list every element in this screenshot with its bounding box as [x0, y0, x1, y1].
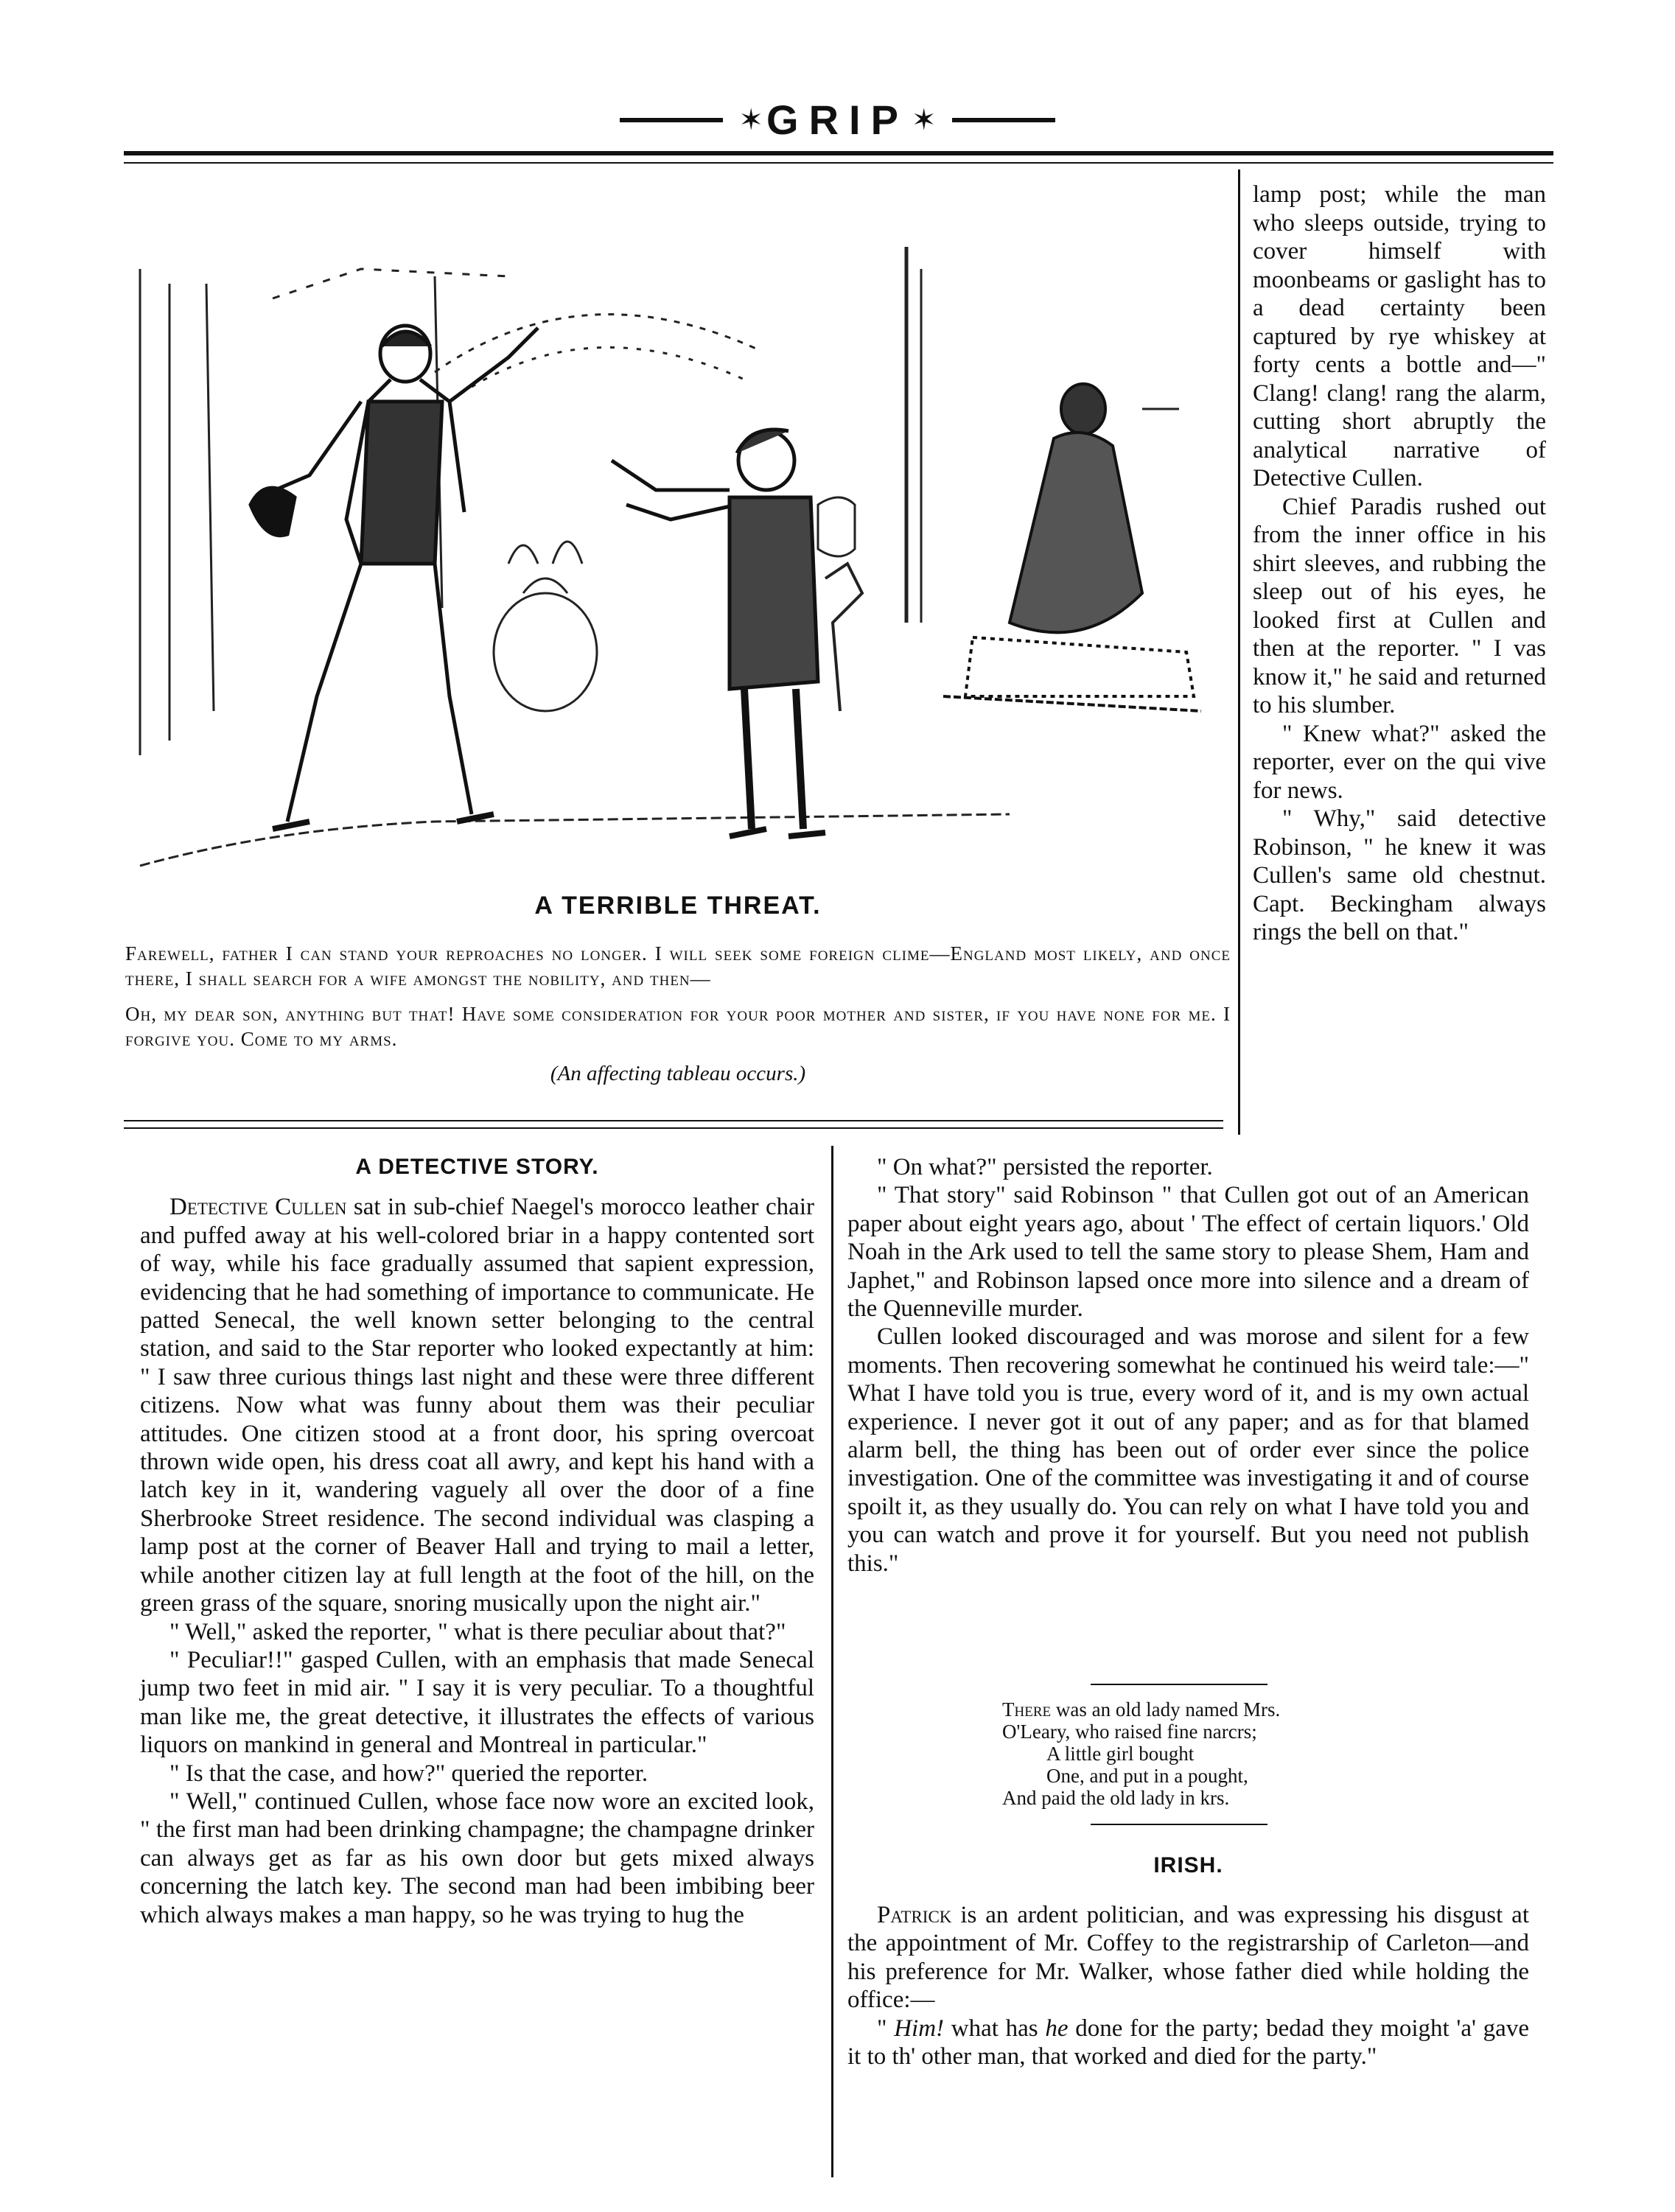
paragraph-body: is an ardent politician, and was expressing his disgust at the appointment of Mr. Coffey to the registrarship of Carleton—and his preference for Mr. Walker, whose father died while holding the office:— [847, 1902, 1529, 2014]
detective-story-continued [847, 1153, 1529, 1578]
caption-father-speech: Oh, my dear son, anything but that! Have some consideration for your poor mother and sister, if you have none for me. I forgive you. Come to my arms. [125, 1003, 1231, 1050]
column-divider [831, 1146, 833, 2177]
masthead-dash-right [952, 118, 1055, 122]
column-divider [1238, 169, 1240, 1135]
cartoon-caption [125, 892, 1231, 1086]
paragraph: Chief Paradis rushed out from the inner office in his shirt sleeves, and rubbing the sleep out of his eyes, he looked first at Cullen and then at the reporter. " I vas know it," he said and returned to his slumber. [1253, 493, 1546, 718]
lead-in: Detective Cullen [169, 1194, 347, 1221]
masthead-dash-left [620, 118, 723, 122]
limerick-line-text: was an old lady named Mrs. [1051, 1698, 1281, 1721]
masthead-title: GRIP [766, 97, 909, 143]
paragraph: lamp post; while the man who sleeps outside, trying to cover himself with moonbeams or gaslight has to a dead certainty been captured by rye whiskey at forty cents a bottle and—" Clang! clang! rang the alarm, cutting short abruptly the analytical narrative of Detective Cullen. [1253, 181, 1546, 491]
paragraph: " Well," asked the reporter, " what is there peculiar about that?" [169, 1618, 786, 1645]
article-heading: IRISH. [1153, 1853, 1223, 1877]
star-ornament-icon: ✶ [738, 103, 764, 136]
paragraph: " Is that the case, and how?" queried the reporter. [169, 1760, 648, 1787]
cartoon-illustration [125, 181, 1209, 873]
paragraph: " Peculiar!!" gasped Cullen, with an emphasis that made Senecal jump two feet in mid air. " I say it is very peculiar. To a thoughtful man like me, the great detective, it illustrates the effects of various liquors on mankind in general and Montreal in particular." [140, 1646, 814, 1759]
paragraph [140, 1193, 814, 1617]
paragraph [847, 1901, 1529, 2015]
limerick-line: And paid the old lady in krs. [1002, 1787, 1230, 1809]
limerick-line: O'Leary, who raised fine narcrs; [1002, 1721, 1257, 1743]
section-rule [1091, 1684, 1267, 1685]
paragraph: " Why," said detective Robinson, " he knew it was Cullen's same old chestnut. Capt. Beckingham always rings the bell on that." [1253, 805, 1546, 945]
paragraph [847, 2015, 1529, 2071]
quote-emphasis: Him! [894, 2015, 945, 2042]
cartoon-title: A TERRIBLE THREAT. [534, 892, 822, 920]
lead-in: Patrick [877, 1902, 952, 1928]
limerick [1002, 1698, 1415, 1809]
section-rule [1091, 1824, 1267, 1825]
caption-son-speech: Farewell, father I can stand your reproaches no longer. I will seek some foreign clime—England most likely, and once there, I shall search for a wife amongst the nobility, and then— [125, 942, 1231, 990]
limerick-line [1002, 1698, 1415, 1721]
limerick-line: A little girl bought [1046, 1743, 1195, 1765]
quote-emphasis: he [1045, 2015, 1069, 2042]
lead-in: There [1002, 1698, 1052, 1721]
caption-rule [124, 1120, 1223, 1121]
paragraph: Cullen looked discouraged and was morose and silent for a few moments. Then recovering somewhat he continued his weird tale:—" What I have told you is true, every word of it, and is my own actual experience. I never got it out of any paper; and as for that blamed alarm bell, the thing has been out of order ever since the police investigation. One of the committee was investigating it and of course spoilt it, as they usually do. You can rely on what I have told you and you can watch and prove it for yourself. But you need not publish this." [847, 1323, 1529, 1577]
paragraph: " Well," continued Cullen, whose face now wore an excited look, " the first man had been drinking champagne; the champagne drinker can always get as far as his own door but gets mixed always concerning the latch key. The second man had been imbibing beer which always makes a man happy, so he was trying to hug the [140, 1788, 814, 1928]
detective-story-article [140, 1153, 814, 1929]
article-heading: A DETECTIVE STORY. [355, 1155, 599, 1179]
cartoon-drawing [125, 181, 1209, 873]
paragraph: " Knew what?" asked the reporter, ever on the qui vive for news. [1253, 720, 1546, 804]
masthead-rule-thin [124, 162, 1553, 164]
right-column-text [1253, 181, 1546, 947]
star-ornament-icon: ✶ [911, 103, 937, 136]
quote-part: " [877, 2015, 895, 2042]
paragraph: " On what?" persisted the reporter. [877, 1154, 1213, 1180]
irish-article [847, 1901, 1529, 2071]
quote-part: what has [944, 2015, 1046, 2042]
caption-stage-note: (An affecting tableau occurs.) [550, 1062, 806, 1085]
limerick-line: One, and put in a pought, [1046, 1765, 1248, 1787]
paragraph: " That story" said Robinson " that Cullen got out of an American paper about eight years ago, about ' The effect of certain liquors.' Old Noah in the Ark used to tell the same story to please Shem, Ham and Japhet," and Robinson lapsed once more into silence and a dream of the Quenneville murder. [847, 1182, 1529, 1323]
caption-rule [124, 1127, 1223, 1129]
masthead-rule-heavy [124, 151, 1553, 155]
masthead [0, 96, 1675, 144]
paragraph-body: sat in sub-chief Naegel's morocco leather chair and puffed away at his well-colored briar in a happy contented sort of way, while his face gradually assumed that sapient expression, evidencing that he had something of importance to communicate. He patted Senecal, the well known setter belonging to the central station, and said to the Star reporter who looked expectantly at him: " I saw three curious things last night and these were three different citizens. Now what was funny about them was their peculiar attitudes. One citizen stood at a front door, his spring overcoat thrown wide open, his dress coat all awry, and kept his hand with a latch key in it, wandering vaguely all over the door of a fine Sherbrooke Street residence. The second individual was clasping a lamp post at the corner of Beaver Hall and trying to mail a letter, while another citizen lay at full length at the foot of the hill, on the green grass of the square, snoring musically upon the night air." [140, 1194, 814, 1617]
quote-part: done for the party; bedad they moight 'a' gave it to th' other man, that worked and died for the party." [847, 2015, 1529, 2071]
